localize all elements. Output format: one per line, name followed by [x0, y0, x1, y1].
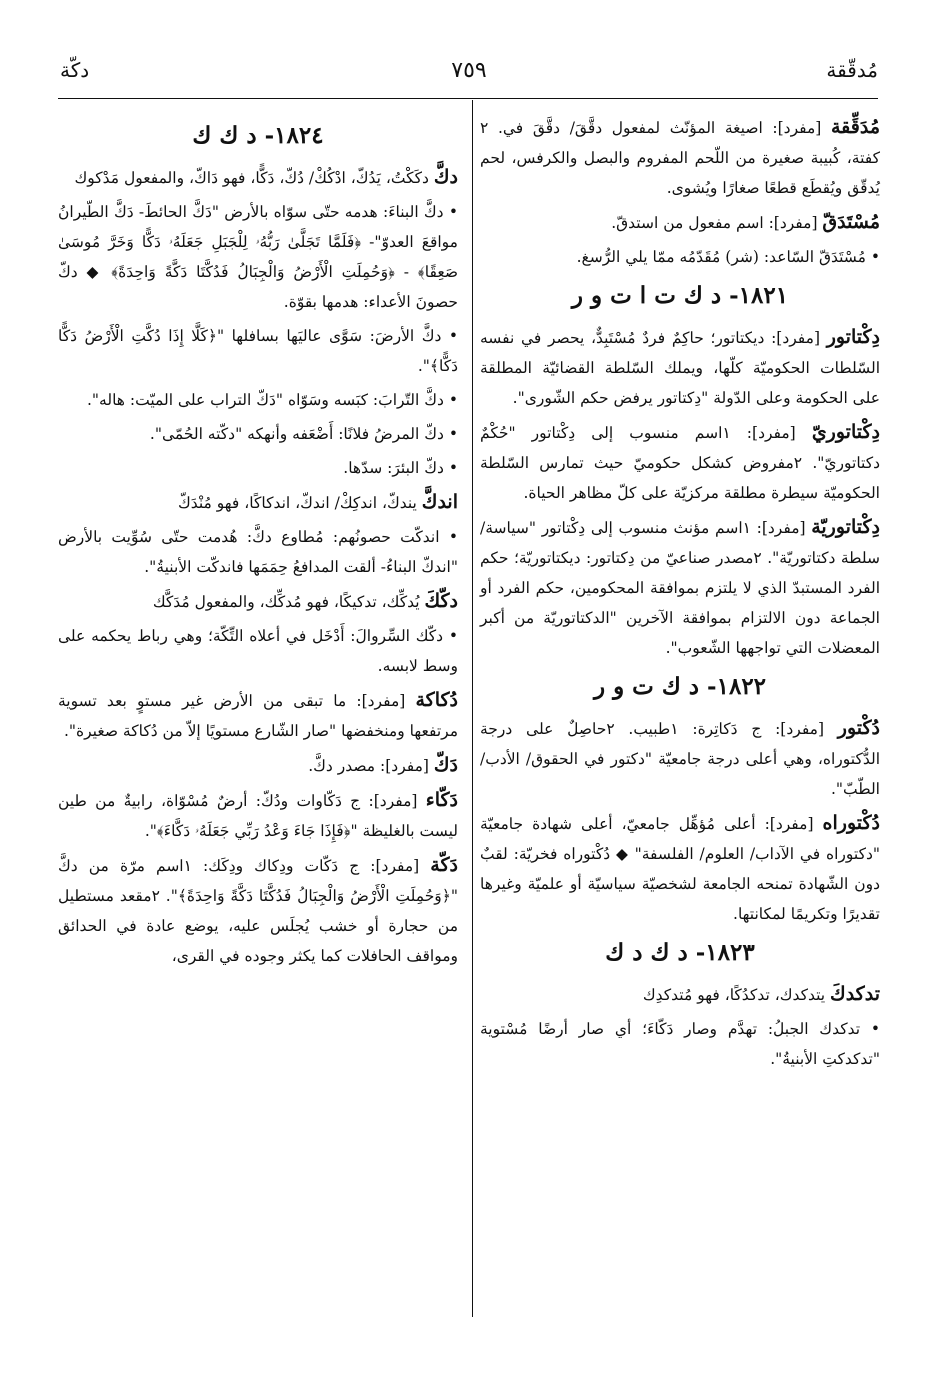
dictionary-entry — [480, 242, 880, 272]
section-title-1824: ١٨٢٤- د ك ك — [192, 122, 324, 149]
entry-headword: دِكْتاتور — [826, 326, 880, 348]
entry-headword: دَكّة — [430, 854, 458, 876]
dictionary-entry — [58, 321, 458, 381]
dictionary-entry — [58, 621, 458, 681]
dictionary-entry — [58, 162, 458, 193]
entry-definition: • دكَّ التّرابَ: كبَسه وسَوّاه "دَكّ التراب على الميّت: هاله". — [86, 391, 458, 409]
entry-headword: دُكاكة — [415, 689, 458, 711]
running-head-left: دكّة — [60, 58, 90, 82]
entry-headword: دُكْتور — [837, 717, 881, 739]
dictionary-entry — [480, 207, 880, 238]
entry-headword: دَكّاء — [425, 789, 458, 811]
entry-definition: [مفرد]: ج دَكّاوات ودُكّ: أرضٌ مُسْوّاة، رابيةٌ من طين ليست بالغليظة "﴿فَإِذَا جَاءَ وَعْدُ رَبِّي جَعَلَهُۥ دَكَّاءَ﴾". — [58, 792, 458, 840]
column-divider — [472, 100, 473, 1317]
entry-definition: • دكَّ الأرضَ: سَوَّى عاليَها بسافلها "﴿كَلَّا إِذَا دُكَّتِ الْأَرْضُ دَكًّا دَكًّا﴾". — [58, 327, 458, 375]
dictionary-entry — [58, 453, 458, 483]
entry-definition: يتدكدك، تدكدُكًا، فهو مُتدكدِك — [642, 986, 831, 1004]
section-title-1823: ١٨٢٣- د ك د ك — [605, 939, 755, 966]
entries-1821 — [480, 322, 880, 663]
entry-definition: [مفرد]: اصيغة المؤنّث لمفعول دقَّقَ/ دقَّقَ في. ٢ كفتة، كُبيبة صغيرة من اللّحم المفروم والبصل والكرفس، لحم يُدقّق ويُقطَع قطعًا صغارًا ويُشوى. — [480, 119, 880, 197]
entry-headword: اندكَّ — [421, 491, 458, 513]
entry-definition: • تدكدك الجبلُ: تهدَّم وصار دَكّاءَ؛ أي صار أرضًا مُسْتوية "تدكدكتِ الأبنيةُ". — [480, 1020, 880, 1068]
entry-definition: [مفرد]: ديكتاتور؛ حاكِمٌ فردٌ مُسْتَبِدٌّ، يحصر في نفسه السّلطات الحكوميّة كلّها، ويملك السّلطة القضائيّة المطلقة على الحكومة وعلى الدّولة "دِكتاتور يرفض حكم الشّورى". — [480, 329, 880, 407]
dictionary-entry — [480, 1014, 880, 1074]
entry-definition: [مفرد]: أعلى مُؤهِّل جامعيّ، أعلى شهادة جامعيّة "دكتوراه في الآداب/ العلوم/ الفلسفة" ◆ دُكْتوراه فخريّة: لقبٌ دون الشّهادة تمنحه الجامعة لشخصيّة سياسيّة أو علميّة وغيرها تقديرًا وتكريمًا لمكانتها. — [480, 815, 880, 923]
dictionary-entry — [58, 685, 458, 746]
dictionary-entry — [58, 197, 458, 317]
right-column — [480, 112, 880, 1078]
dictionary-entry — [58, 750, 458, 781]
dictionary-entry — [480, 512, 880, 663]
entry-headword: دَكّ — [433, 754, 458, 776]
entry-definition: • دكّك السِّروالَ: أَدْخَل في أعلاه التِّكّة؛ وهي رباط يحكمه على وسط لابسه. — [58, 627, 458, 675]
entry-definition: • دكّ البئرَ: سدّها. — [343, 459, 458, 477]
entry-headword: تدكدكَ — [830, 983, 880, 1005]
dictionary-entry — [58, 785, 458, 846]
entry-headword: دكّكَ — [424, 590, 458, 612]
entry-definition: • مُسْتَدَقّ السّاعد: (شر) مُقَدّمُه ممّا يلي الرُّسغ. — [576, 248, 880, 266]
entry-definition: [مفرد]: مصدر دكَّ. — [308, 757, 434, 775]
dictionary-entry — [58, 522, 458, 582]
entry-definition: • دكّ المرضُ فلانًا: أَضْعَفه وأنهكه "دكّته الحُمّى". — [149, 425, 458, 443]
entry-definition: • دكَّ البناءَ: هدمه حتّى سوّاه بالأرض "دَكَّ الحائطَ- دَكَّ الطّيرانُ مواقعَ العدوّ"- ﴿فَلَمَّا تَجَلَّىٰ رَبُّهُۥ لِلْجَبَلِ جَعَلَهُۥ دَكًّا وَخَرَّ مُوسَىٰ صَعِقًا﴾ - ﴿وَحُمِلَتِ الْأَرْضُ وَالْجِبَالُ فَدُكَّتَا دَكَّةً وَاحِدَةً﴾ ◆ دكّ حصونَ الأعداء: هدمها بقوّة. — [58, 203, 458, 311]
section-title-1822: ١٨٢٢- د ك ت و ر — [593, 673, 767, 700]
dictionary-entry — [58, 385, 458, 415]
header-rule — [58, 98, 878, 99]
section-title-1821: ١٨٢١- د ك ت ا ت و ر — [571, 282, 789, 309]
dictionary-entry — [58, 850, 458, 971]
entry-headword: دِكْتاتوريّة — [811, 516, 880, 538]
entry-definition: • اندكّت حصونُهم: مُطاوع دكَّ: هُدمت حتّى سُوِّيت بالأرض "اندكّ البناءُ- ألقت المدافعُ حِمَمَها فاندكّت الأبنيةُ". — [58, 528, 458, 576]
entry-definition: [مفرد]: ما تبقى من الأرض غير مستوٍ بعد تسوية مرتفعها ومنخفضها "صار الشّارع مستويًا إلاّ من دُكاكة صغيرة". — [58, 692, 458, 740]
entries-1822 — [480, 713, 880, 929]
entry-definition: [مفرد]: ١اسم منسوب إلى دِكْتاتور "حُكْمٌ دكتاتوريّ". ٢مفروض كشكل حكوميّ حيث تمارس السّلطة الحكوميّة سيطرة مطلقة مركزيّة على كلّ مظاهر الحياة. — [480, 424, 881, 502]
dictionary-entry — [58, 586, 458, 617]
entry-headword: دِكْتاتوريّ — [811, 421, 880, 443]
page-number: ٧٥٩ — [451, 58, 487, 83]
dictionary-entry — [480, 979, 880, 1010]
entries-1824 — [58, 162, 458, 971]
entry-headword: دكَّ — [433, 166, 458, 188]
entry-headword: مُسْتَدَقّ — [822, 211, 880, 233]
running-head-right: مُدقّقة — [826, 58, 878, 82]
dictionary-entry — [480, 713, 880, 804]
dictionary-entry — [480, 808, 880, 929]
dictionary-entry — [58, 487, 458, 518]
entries-1823 — [480, 979, 880, 1074]
entry-headword: دُكْتوراه — [822, 812, 880, 834]
entries-top — [480, 112, 880, 272]
running-head — [60, 58, 878, 92]
entry-definition: [مفرد]: اسم مفعول من استدقّ. — [611, 214, 823, 232]
left-column — [58, 112, 458, 975]
entry-definition: يُدكِّك، تدكيكًا، فهو مُدكِّك، والمفعول مُدَكَّك — [152, 593, 425, 611]
entry-definition: دكَكْتُ، يَدُكّ، ادْكُكْ/ دُكّ، دَكًّا، فهو دَاكّ، والمفعول مَدْكوك — [74, 169, 434, 187]
dictionary-entry — [480, 417, 880, 508]
dictionary-entry — [58, 419, 458, 449]
entry-definition: [مفرد]: ج دَكاتِرة: ١طبيب. ٢حاصِلٌ على درجة الدُّكتوراه، وهي أعلى درجة جامعيّة "دكتور في الحقوق/ الأدب/ الطّبّ". — [480, 720, 880, 798]
dictionary-entry — [480, 112, 880, 203]
entry-definition: يندكّ، اندكِكْ/ اندكّ، اندكاكًا، فهو مُنْدَكّ — [177, 494, 422, 512]
entry-definition: [مفرد]: ١اسم مؤنث منسوب إلى دِكْتاتور "سياسة/ سلطة دكتاتوريّة". ٢مصدر صناعيّ من دِكتاتور: ديكتاتوريّة؛ حكم الفرد المستبدّ الذي لا يلتزم بموافقة المحكومين، حكم الفرد أو الجماعة دون الالتزام بموافقة الآخرين "الدكتاتوريّة من أكبر المعضلات التي تواجهها الشّعوب". — [480, 519, 881, 657]
dictionary-entry — [480, 322, 880, 413]
entry-definition: [مفرد]: ج دَكّات ودِكاك ودِكَك: ١اسم مرّة من دكَّ "﴿وَحُمِلَتِ الْأَرْضُ وَالْجِبَالُ فَدُكَّتَا دَكَّةً وَاحِدَةً﴾". ٢مقعد مستطيل من حجارة أو خشب يُجلَس عليه، يوضع عادة في الحدائق ومواقف الحافلات كما يكثر وجوده في القرى، — [58, 857, 458, 965]
entry-headword: مُدَقِّقة — [830, 116, 880, 138]
